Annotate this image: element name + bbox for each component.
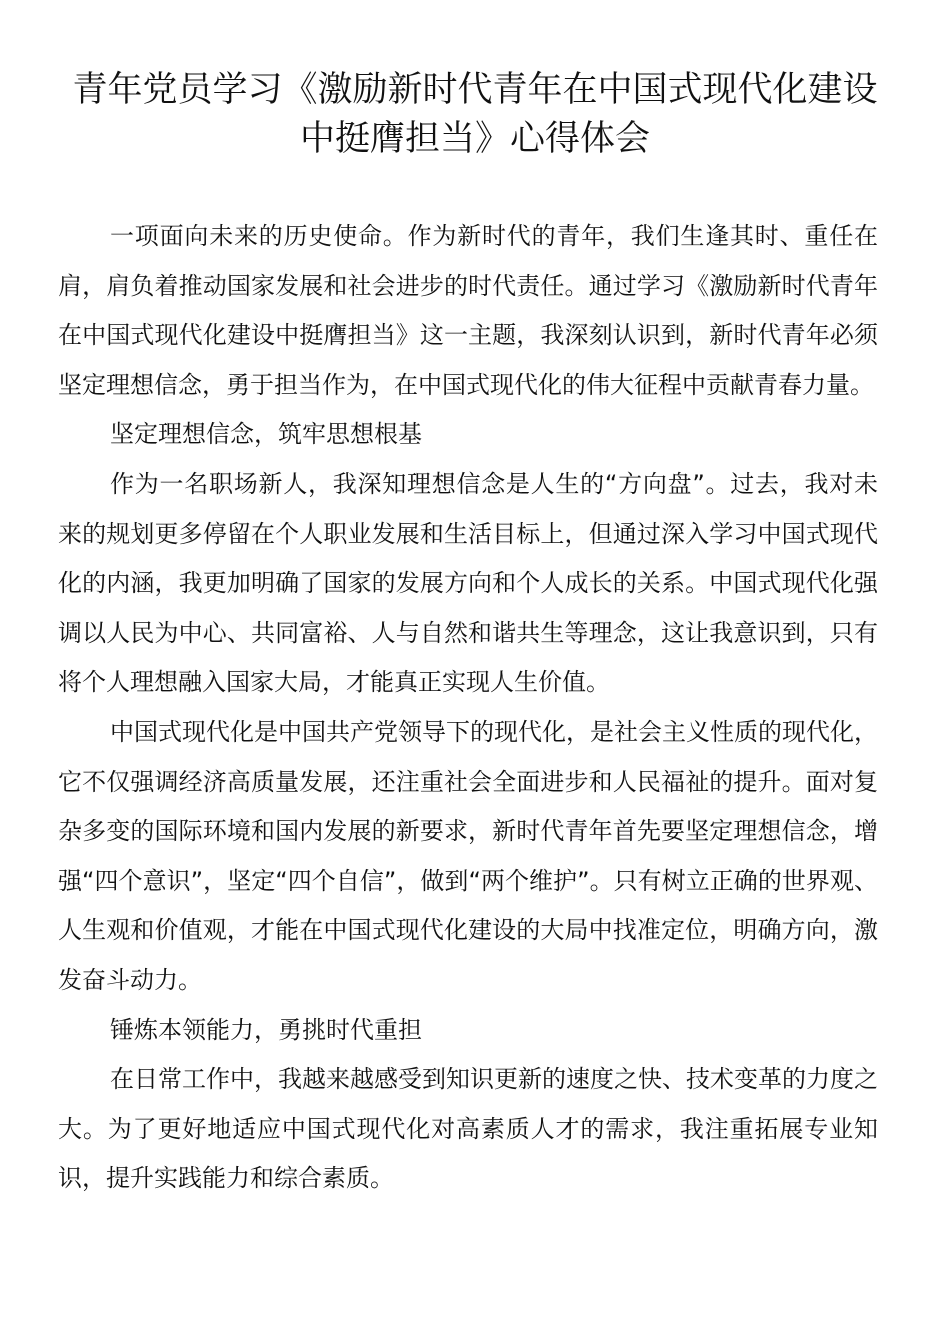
document-title: [40, 66, 910, 164]
title-line-2: 中挺膺担当》心得体会: [299, 119, 650, 159]
paragraph-ideals-1: 作为一名职场新人，我深知理想信念是人生的“方向盘”。过去，我对未来的规划更多停留在个人职业发展和生活目标上，但通过深入学习中国式现代化的内涵，我更加明确了国家的发展方向和个人成长的关系。中国式现代化强调以人民为中心、共同富裕、人与自然和谐共生等理念，这让我意识到，只有将个人理想融入国家大局，才能真正实现人生价值。: [58, 469, 878, 697]
title-line-1: 青年党员学习《激励新时代青年在中国式现代化建设: [72, 70, 878, 110]
document-body: [58, 212, 878, 1204]
paragraph-abilities-1: 在日常工作中，我越来越感受到知识更新的速度之快、技术变革的力度之大。为了更好地适应中国式现代化对高素质人才的需求，我注重拓展专业知识，提升实践能力和综合素质。: [58, 1065, 878, 1193]
section-heading-abilities: 锤炼本领能力，勇挑时代重担: [110, 1015, 422, 1044]
paragraph-ideals-2: 中国式现代化是中国共产党领导下的现代化，是社会主义性质的现代化，它不仅强调经济高质量发展，还注重社会全面进步和人民福祉的提升。面对复杂多变的国际环境和国内发展的新要求，新时代青年首先要坚定理想信念，增强“四个意识”，坚定“四个自信”，做到“两个维护”。只有树立正确的世界观、人生观和价值观，才能在中国式现代化建设的大局中找准定位，明确方向，激发奋斗动力。: [58, 717, 878, 994]
section-heading-ideals: 坚定理想信念，筑牢思想根基: [110, 420, 422, 449]
paragraph-intro: 一项面向未来的历史使命。作为新时代的青年，我们生逢其时、重任在肩，肩负着推动国家发展和社会进步的时代责任。通过学习《激励新时代青年在中国式现代化建设中挺膺担当》这一主题，我深刻认识到，新时代青年必须坚定理想信念，勇于担当作为，在中国式现代化的伟大征程中贡献青春力量。: [58, 222, 878, 399]
